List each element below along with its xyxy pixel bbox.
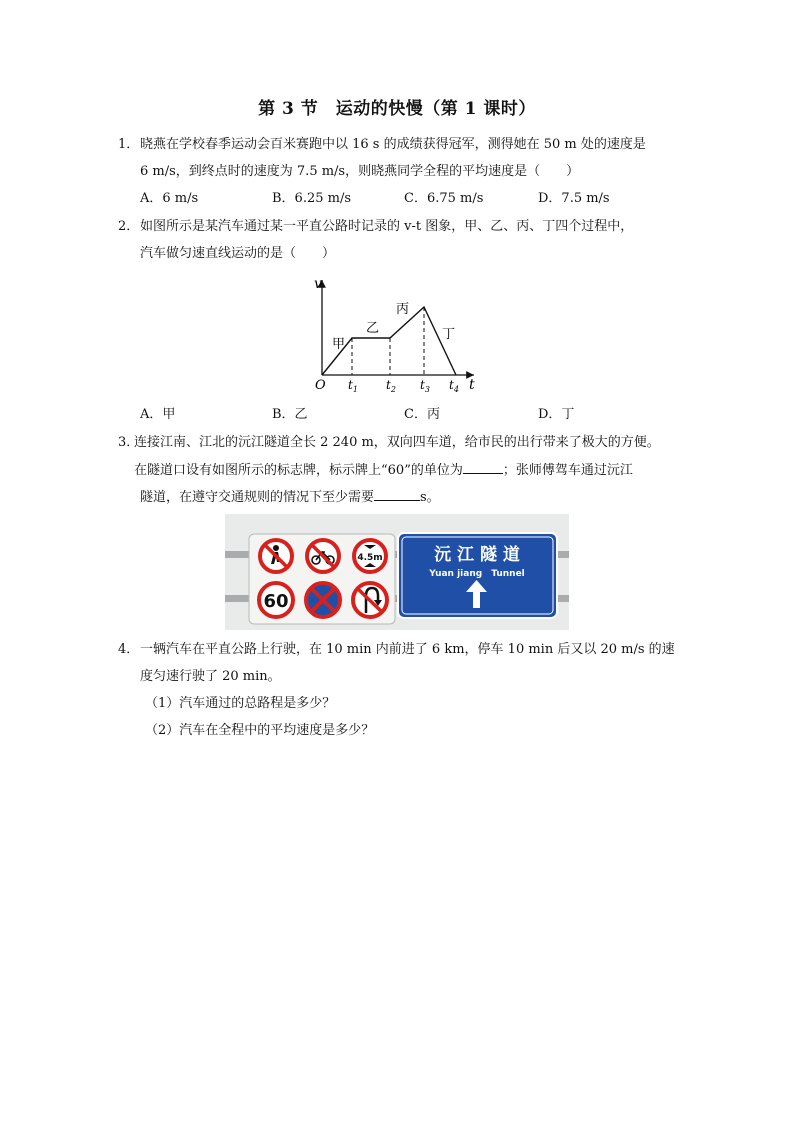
q2-option-a: A．甲 xyxy=(140,407,176,422)
tick-t3: $t_3$ xyxy=(420,378,430,394)
q1-text1: 晓燕在学校春季运动会百米赛跑中以 16 s 的成绩获得冠军，测得她在 50 m 处的速度是 xyxy=(140,137,646,152)
q1-option-b: B．6.25 m/s xyxy=(272,191,352,206)
tick-t2: $t_2$ xyxy=(386,378,396,394)
q3-number: 3． xyxy=(118,435,140,450)
tick-t1: $t_1$ xyxy=(348,378,358,394)
q2-option-b: B．乙 xyxy=(272,407,308,422)
q2-line1 xyxy=(118,218,633,236)
q3-text2a: 在隧道口设有如图所示的标志牌，标示牌上“60”的单位为 xyxy=(134,463,463,478)
q4-number: 4． xyxy=(118,642,140,657)
q3-line1 xyxy=(118,434,660,452)
page-title: 第 3 节 运动的快慢（第 1 课时） xyxy=(258,99,536,119)
q2-option-c: C．丙 xyxy=(404,407,440,422)
q1-line2: 6 m/s，到终点时的速度为 7.5 m/s，则晓燕同学全程的平均速度是（ ） xyxy=(140,164,580,179)
q3-text1: 连接江南、江北的沅江隧道全长 2 240 m，双向四车道，给市民的出行带来了极大的方便。 xyxy=(134,435,660,450)
no-bicycle-sign xyxy=(307,540,339,572)
no-pedestrian-sign xyxy=(260,540,292,572)
q4-sub2: （2）汽车在全程中的平均速度是多少？ xyxy=(145,723,375,738)
q1-option-d: D．7.5 m/s xyxy=(538,191,610,206)
q3-text3a: 隧道，在遵守交通规则的情况下至少需要 xyxy=(140,490,375,505)
q1-number: 1． xyxy=(118,137,140,152)
tunnel-name-en: Yuan jiang Tunnel xyxy=(429,569,525,579)
q2-text1: 如图所示是某汽车通过某一平直公路时记录的 v-t 图象，甲、乙、丙、丁四个过程中， xyxy=(140,219,634,234)
q1-option-c: C．6.75 m/s xyxy=(404,191,484,206)
segment-jia: 甲 xyxy=(332,337,346,352)
q4-text1: 一辆汽车在平直公路上行驶，在 10 min 内前进了 6 km，停车 10 min 后又以 20 m/s 的速 xyxy=(140,642,675,657)
speed-limit-text: 60 xyxy=(263,591,289,612)
segment-yi: 乙 xyxy=(366,321,380,336)
vt-graph xyxy=(308,272,488,394)
q1-option-a: A．6 m/s xyxy=(140,191,199,206)
q1-line1 xyxy=(118,136,646,154)
t-axis-label: t xyxy=(469,377,475,393)
q4-line2: 度匀速行驶了 20 min。 xyxy=(140,669,281,684)
q3-line3 xyxy=(140,488,440,507)
tunnel-name-cn: 沅 江 隧 道 xyxy=(434,545,520,565)
q3-text2b: ；张师傅驾车通过沅江 xyxy=(502,463,633,478)
speed-limit-sign xyxy=(259,583,293,617)
q2-number: 2． xyxy=(118,219,140,234)
segment-ding: 丁 xyxy=(442,327,456,342)
origin-label: O xyxy=(315,378,326,393)
height-limit-text: 4.5m xyxy=(357,553,383,563)
tunnel-sign-photo xyxy=(225,514,569,630)
q3-text3b: s。 xyxy=(420,490,440,505)
tick-t4: $t_4$ xyxy=(449,378,459,394)
q2-option-d: D．丁 xyxy=(538,407,575,422)
q3-blank-unit[interactable] xyxy=(463,461,503,474)
v-axis-label: v xyxy=(314,276,322,292)
no-u-turn-sign xyxy=(353,583,387,617)
q4-sub1: （1）汽车通过的总路程是多少？ xyxy=(145,696,336,711)
height-limit-sign xyxy=(354,540,386,572)
segment-bing: 丙 xyxy=(396,302,410,317)
q2-line2: 汽车做匀速直线运动的是（ ） xyxy=(140,246,336,261)
q3-line2 xyxy=(134,461,633,480)
q3-blank-time[interactable] xyxy=(374,488,420,501)
no-stopping-sign xyxy=(306,583,340,617)
q4-line1 xyxy=(118,641,675,659)
